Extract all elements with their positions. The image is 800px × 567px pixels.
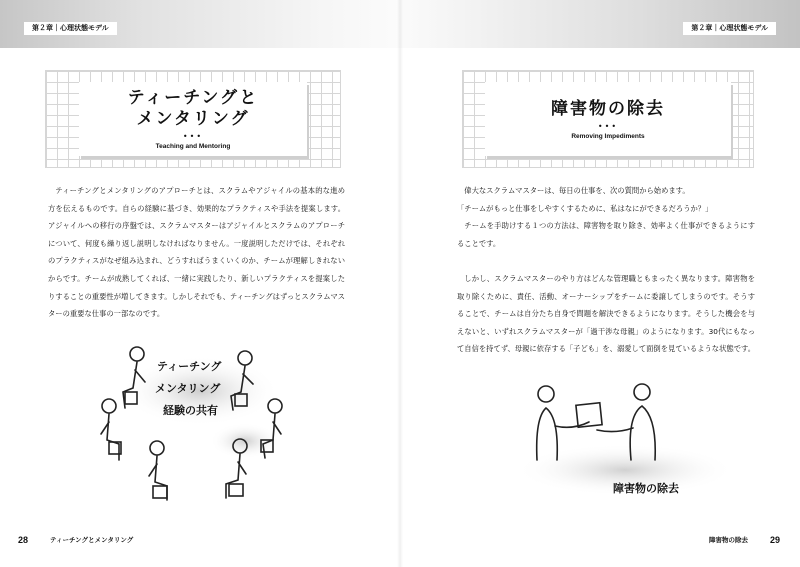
body-text: [48, 182, 345, 323]
section-subtitle: Removing Impediments: [571, 132, 645, 140]
illustration-label-mentoring: メンタリング: [155, 382, 221, 395]
impediment-illustration: [515, 378, 745, 508]
title-dots: •••: [182, 132, 204, 141]
paragraph: 偉大なスクラムマスターは、毎日の仕事を、次の質問から始めます。: [464, 186, 690, 195]
section-subtitle: Teaching and Mentoring: [155, 143, 231, 150]
paragraph: チームを手助けする１つの方法は、障害物を取り除き、効率よく仕事ができるようにすることです。: [457, 221, 755, 248]
running-footer: 障害物の除去: [709, 536, 748, 544]
right-page: [400, 0, 800, 567]
title-grid-box: [462, 70, 754, 168]
title-dots: •••: [597, 121, 619, 131]
title-card: [485, 82, 731, 156]
section-title: 障害物の除去: [551, 98, 665, 119]
section-title-line2: メンタリング: [136, 109, 250, 129]
chapter-tab: 第２章｜心理状態モデル: [683, 22, 776, 35]
paragraph: ティーチングとメンタリングのアプローチとは、スクラムやアジャイルの基本的な進め方を伝えるものです。自らの経験に基づき、効果的なプラクティスや手法を提案します。アジャイルへの移行の序盤では、スクラムマスターはアジャイルとスクラムのアプローチについて、何度も繰り返し説明しなければなりません。一度説明しただけでは、それぞれのプラクティスがなぜ組み込まれ、どうすればうまくいくのか、チームが理解しきれないからです。チームが成熟してくれば、一緒に実践したり、新しいプラクティスを提案したりすることの重要性が増してきます。しかしそれでも、ティーチングはずっとスクラムマスターの重要な仕事の一部なのです。: [48, 186, 345, 319]
illustration-label-impediment: 障害物の除去: [613, 482, 679, 495]
book-gutter: [397, 0, 403, 567]
title-grid-box: [45, 70, 341, 168]
teaching-illustration: [95, 336, 305, 511]
title-card: [79, 82, 307, 156]
page-number: 29: [769, 535, 780, 545]
running-footer: ティーチングとメンタリング: [50, 536, 134, 544]
section-title-line1: ティーチングと: [127, 88, 259, 108]
chapter-tab: 第２章｜心理状態モデル: [24, 22, 117, 35]
illustration-label-sharing: 経験の共有: [163, 404, 218, 417]
paragraph: しかし、スクラムマスターのやり方はどんな管理職ともまったく異なります。障害物を取り除くために、責任、活動、オーナーシップをチームに委譲してしまうのです。そうすることで、チームは自分たち自身で問題を解決できるようになります。そうした機会を与えないと、いずれスクラムマスターが「過干渉な母親」のようになります。30代にもなって自信を持てず、母親に依存する「子ども」を、溺愛して面倒を見ているような状態です。: [457, 273, 756, 354]
page-number: 28: [18, 535, 29, 545]
quote-paragraph: 「チームがもっと仕事をしやすくするために、私はなにができるだろうか？」: [457, 203, 713, 213]
body-text: [457, 182, 755, 358]
illustration-label-teaching: ティーチング: [157, 360, 222, 373]
